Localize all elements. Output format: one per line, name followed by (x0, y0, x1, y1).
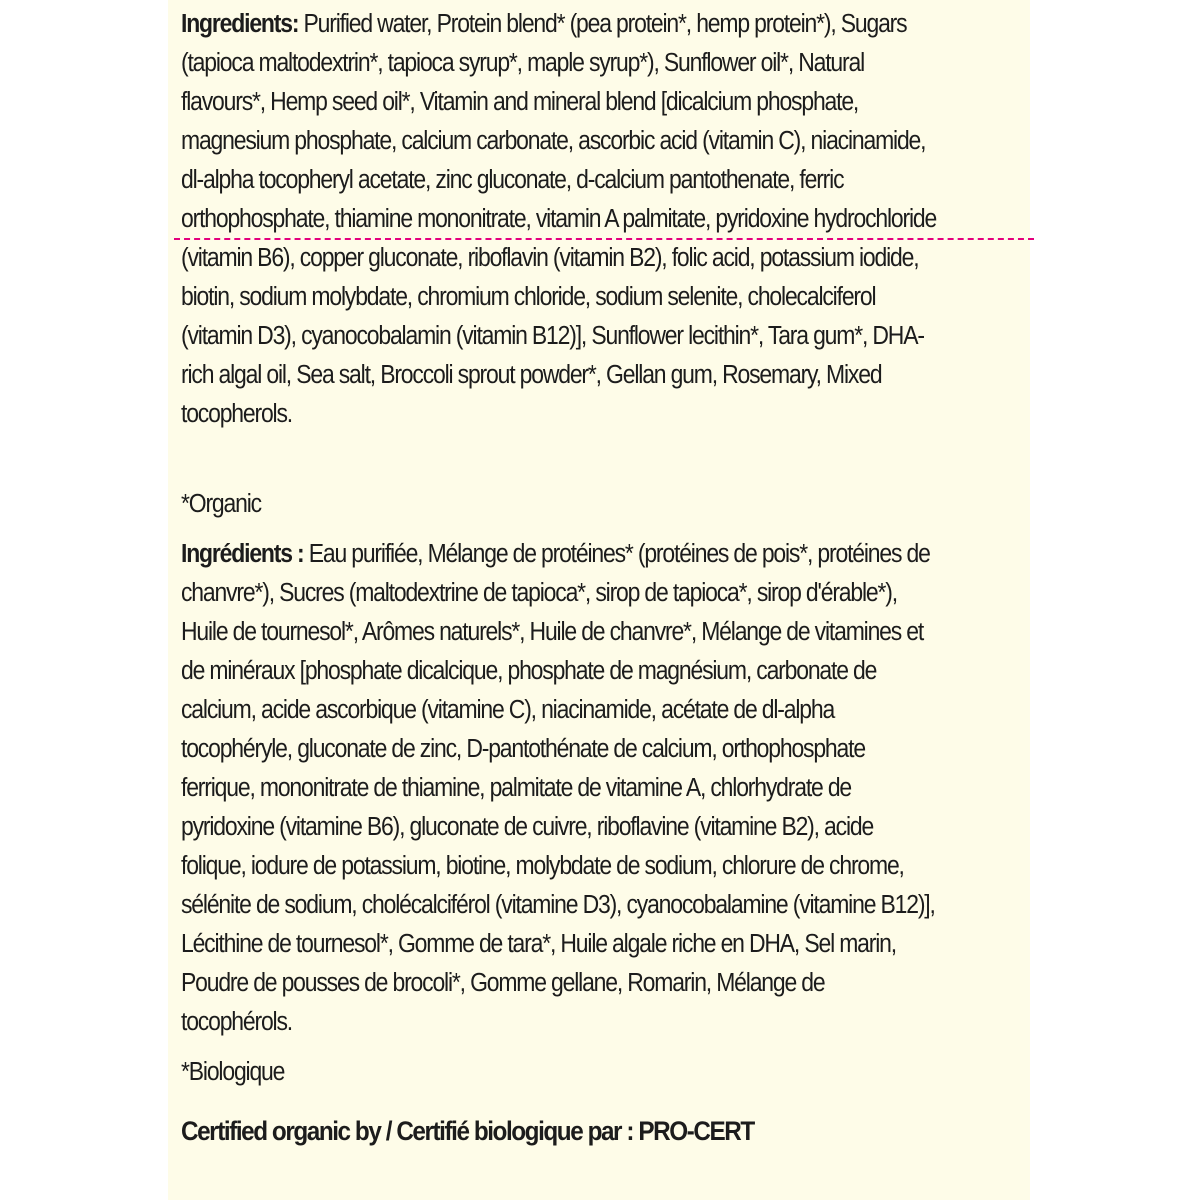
certification-line: Certified organic by / Certifié biologique par : PRO-CERT (181, 1116, 754, 1146)
french-ingredients (181, 535, 937, 1042)
english-organic-note: *Organic (181, 490, 261, 518)
french-ingredients-text: Eau purifiée, Mélange de protéines* (protéines de pois*, protéines de chanvre*), Sucres (maltodextrine de tapioca*, sirop de tapioca*, sirop d'érable*), Huile de tournesol*, Arômes naturels*, Huile de chanvre*, Mélange de vitamines et de minéraux [phosphate dicalcique, phosphate de magnésium, carbonate de calcium, acide ascorbique (vitamine C), niacinamide, acétate de dl-alpha tocophéryle, gluconate de zinc, D-pantothénate de calcium, orthophosphate ferrique, mononitrate de thiamine, palmitate de vitamine A, chlorhydrate de pyridoxine (vitamine B6), gluconate de cuivre, riboflavine (vitamine B2), acide folique, iodure de potassium, biotine, molybdate de sodium, chlorure de chrome, sélénite de sodium, cholécalciférol (vitamine D3), cyanocobalamine (vitamine B12)], Lécithine de tournesol*, Gomme de tara*, Huile algale riche en DHA, Sel marin, Poudre de pousses de brocoli*, Gomme gellane, Romarin, Mélange de tocophérols. (181, 540, 935, 1036)
french-ingredients-paragraph (181, 535, 937, 1042)
dashed-cut-line (174, 238, 1034, 240)
english-ingredients-paragraph (181, 5, 937, 434)
english-ingredients-text: Purified water, Protein blend* (pea protein*, hemp protein*), Sugars (tapioca maltodextrin*, tapioca syrup*, maple syrup*), Sunflower oil*, Natural flavours*, Hemp seed oil*, Vitamin and mineral blend [dicalcium phosphate, magnesium phosphate, calcium carbonate, ascorbic acid (vitamin C), niacinamide, dl-alpha tocopheryl acetate, zinc gluconate, d-calcium pantothenate, ferric orthophosphate, thiamine mononitrate, vitamin A palmitate, pyridoxine hydrochloride (vitamin B6), copper gluconate, riboflavin (vitamin B2), folic acid, potassium iodide, biotin, sodium molybdate, chromium chloride, sodium selenite, cholecalciferol (vitamin D3), cyanocobalamin (vitamin B12)], Sunflower lecithin*, Tara gum*, DHA-rich algal oil, Sea salt, Broccoli sprout powder*, Gellan gum, Rosemary, Mixed tocopherols. (181, 10, 937, 428)
english-ingredients-heading: Ingredients: (181, 10, 299, 38)
english-ingredients (181, 5, 937, 434)
french-ingredients-heading: Ingrédients : (181, 540, 304, 568)
french-organic-note: *Biologique (181, 1058, 285, 1086)
